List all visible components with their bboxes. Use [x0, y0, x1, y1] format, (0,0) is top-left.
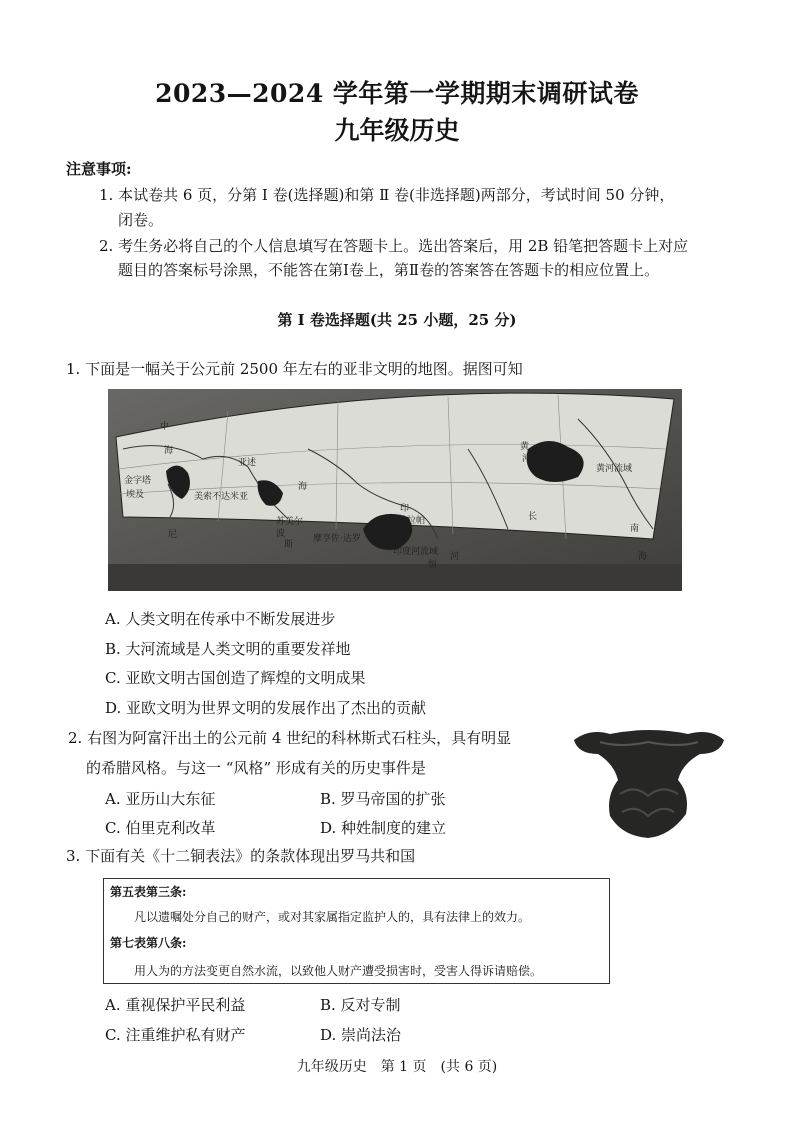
notice-item-2-line-1: 2. 考生务必将自己的个人信息填写在答题卡上。选出答案后，用 2B 铅笔把答题卡上对应	[99, 237, 689, 255]
map-label-zhong: 中	[160, 422, 170, 432]
map-label-he2: 河	[450, 552, 460, 562]
q1-option-b: B. 大河流域是人类文明的重要发祥地	[105, 640, 351, 658]
q3-option-d: D. 崇尚法治	[320, 1026, 402, 1044]
map-label-yin: 印	[400, 504, 410, 514]
notice-heading: 注意事项:	[66, 160, 132, 178]
map-label-changjiang: 长	[528, 512, 538, 522]
q1-stem: 1. 下面是一幅关于公元前 2500 年左右的亚非文明的地图。据图可知	[66, 360, 523, 378]
notice-item-1-line-1: 1. 本试卷共 6 页，分第 Ⅰ 卷(选择题)和第 Ⅱ 卷(非选择题)两部分，考试时间 50 分钟，	[99, 186, 675, 204]
map-label-meisuo: 美索不达米亚	[194, 492, 249, 502]
map-label-si: 斯	[284, 540, 294, 550]
law-heading-2: 第七表第八条:	[110, 936, 187, 950]
q3-option-b: B. 反对专制	[320, 996, 401, 1014]
map-label-sumeier: 苏美尔	[276, 517, 304, 527]
q1-option-c: C. 亚欧文明古国创造了辉煌的文明成果	[105, 669, 366, 687]
map-label-bo: 波	[276, 529, 286, 539]
exam-title: 2023—2024 学年第一学期期末调研试卷	[155, 79, 639, 108]
q2-option-d: D. 种姓制度的建立	[320, 819, 447, 837]
twelve-tables-excerpt	[103, 878, 610, 984]
map-label-huang: 黄	[520, 442, 530, 452]
map-label-jinzita: 金字塔	[124, 476, 152, 486]
q2-option-a: A. 亚历山大东征	[105, 790, 216, 808]
map-label-heng: 恒	[428, 560, 438, 570]
map-label-hai3: 海	[638, 552, 648, 562]
map-label-niluo: 尼	[168, 530, 178, 540]
map-label-harapa: 哈拉帕	[398, 516, 426, 526]
map-label-yabi: 亚述	[238, 458, 257, 468]
map-label-mohenjo: 摩亨佐·达罗	[313, 534, 361, 544]
law-text-1: 凡以遗嘱处分自己的财产，或对其家属指定监护人的，具有法律上的效力。	[134, 910, 531, 924]
q1-option-d: D. 亚欧文明为世界文明的发展作出了杰出的贡献	[105, 699, 427, 717]
corinthian-capital-photo	[570, 724, 728, 844]
law-text-2: 用人为的方法变更自然水流，以致他人财产遭受损害时，受害人得诉请赔偿。	[134, 964, 543, 978]
q2-stem-line-1: 2. 右图为阿富汗出土的公元前 4 世纪的科林斯式石柱头，具有明显	[68, 729, 512, 747]
q1-option-a: A. 人类文明在传承中不断发展进步	[105, 610, 336, 628]
map-label-indus: 印度河流域	[393, 547, 439, 557]
q2-option-c: C. 伯里克利改革	[105, 819, 216, 837]
civilization-map	[108, 389, 682, 591]
q3-option-a: A. 重视保护平民利益	[105, 996, 246, 1014]
q2-stem-line-2: 的希腊风格。与这一 “风格” 形成有关的历史事件是	[86, 759, 426, 777]
map-label-he3: 河	[522, 454, 532, 464]
map-label-hai: 海	[164, 446, 174, 456]
law-heading-1: 第五表第三条:	[110, 885, 187, 899]
map-label-nan: 南	[630, 524, 640, 534]
notice-item-1-line-2: 闭卷。	[118, 211, 164, 229]
exam-subtitle: 九年级历史	[334, 116, 460, 145]
map-label-huanghe-liuyu: 黄河流域	[596, 464, 633, 474]
q2-option-b: B. 罗马帝国的扩张	[320, 790, 446, 808]
q3-stem: 3. 下面有关《十二铜表法》的条款体现出罗马共和国	[66, 847, 416, 865]
corinthian-capital-icon	[570, 724, 728, 844]
page-footer: 九年级历史 第 1 页 (共 6 页)	[296, 1059, 498, 1075]
notice-item-2-line-2: 题目的答案标号涂黑，不能答在第Ⅰ卷上，第Ⅱ卷的答案答在答题卡的相应位置上。	[118, 261, 660, 279]
map-label-aiji: 埃及	[126, 490, 145, 500]
q3-option-c: C. 注重维护私有财产	[105, 1026, 246, 1044]
map-label-hai2: 海	[298, 482, 308, 492]
section-title: 第 Ⅰ 卷选择题(共 25 小题，25 分)	[277, 311, 517, 329]
